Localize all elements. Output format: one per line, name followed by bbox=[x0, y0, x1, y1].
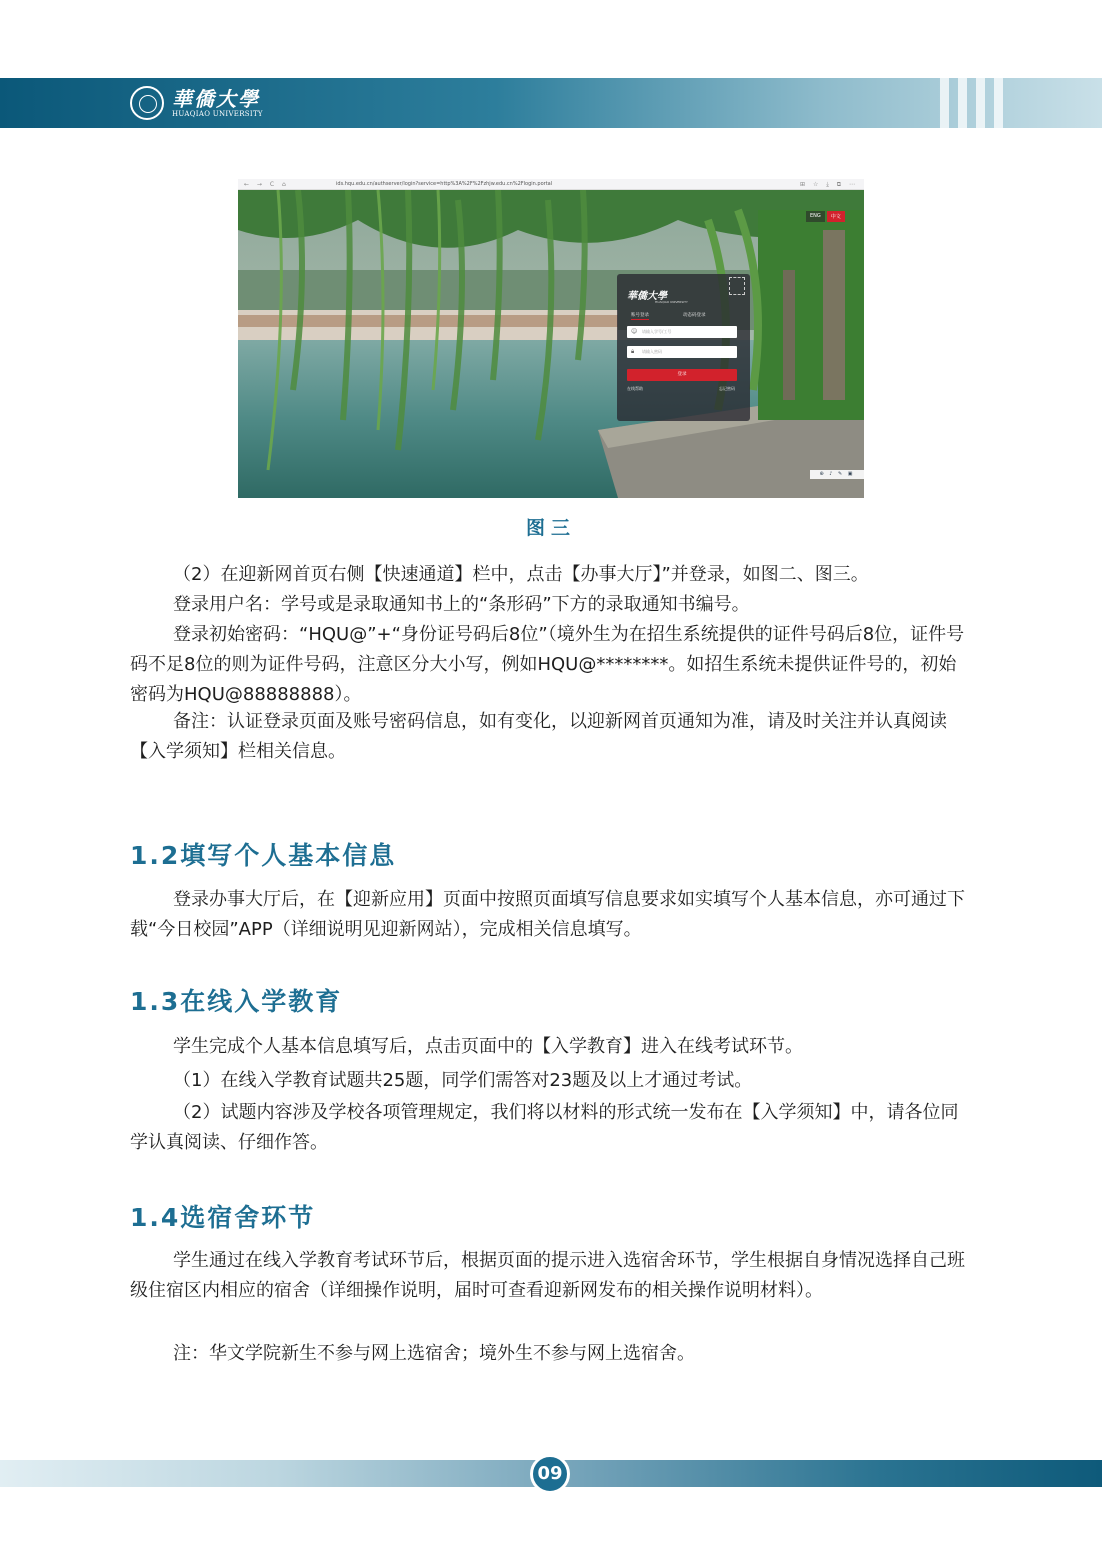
floating-toolbar: ⊕ ♪ ✎ ▣ bbox=[810, 470, 864, 479]
tab-dynamic-login: 动态码登录 bbox=[683, 313, 706, 318]
language-switch bbox=[804, 211, 845, 222]
login-logo-english: HUAQIAO UNIVERSITY bbox=[655, 300, 688, 304]
paragraph-1-3-item2: （2）试题内容涉及学校各项管理规定，我们将以材料的形式统一发布在【入学须知】中，请各位同学认真阅读、仔细作答。 bbox=[130, 1102, 959, 1153]
paragraph-1-4-note: 注：华文学院新生不参与网上选宿舍；境外生不参与网上选宿舍。 bbox=[173, 1343, 695, 1364]
heading-section-1-3: 1.3在线入学教育 bbox=[130, 987, 343, 1016]
header-stripes bbox=[940, 78, 1012, 128]
paragraph-username: 登录用户名：学号或是录取通知书上的“条形码”下方的录取通知书编号。 bbox=[173, 594, 750, 615]
browser-url: ids.hqu.edu.cn/authserver/login?service=http%3A%2F%2Fzhjw.edu.cn%2Flogin.portal bbox=[336, 181, 553, 187]
university-logo bbox=[130, 83, 263, 123]
logo-chinese-name: 華僑大學 bbox=[172, 86, 260, 111]
browser-bar bbox=[238, 179, 864, 190]
login-logo: 華僑大學 bbox=[627, 291, 667, 302]
browser-nav-icons: ← → C ⌂ bbox=[244, 181, 289, 188]
lang-chinese-button: 中文 bbox=[827, 211, 845, 222]
username-field bbox=[627, 326, 737, 338]
help-link: 在线帮助 bbox=[627, 386, 643, 391]
logo-english-name: HUAQIAO UNIVERSITY bbox=[172, 109, 263, 118]
forgot-password-link: 忘记密码 bbox=[719, 386, 735, 391]
paragraph-1-4: 学生通过在线入学教育考试环节后，根据页面的提示进入选宿舍环节，学生根据自身情况选择自己班级住宿区内相应的宿舍（详细操作说明，届时可查看迎新网发布的相关操作说明材料）。 bbox=[130, 1250, 965, 1301]
university-seal-icon bbox=[130, 86, 164, 120]
lang-english-button: ENG bbox=[806, 211, 825, 222]
password-field bbox=[627, 346, 737, 358]
login-page-screenshot bbox=[238, 179, 864, 498]
paragraph-password: 登录初始密码：“HQU@”+“身份证号码后8位”（境外生为在招生系统提供的证件号码后8位，证件号码不足8位的则为证件号码，注意区分大小写，例如HQU@********。如招生系统未提供证件号的，初始密码为HQU@88888888）。 bbox=[130, 624, 965, 705]
campus-lake-photo bbox=[238, 190, 864, 498]
lock-icon: 🔒︎ bbox=[631, 348, 635, 355]
qr-code-icon bbox=[729, 277, 745, 295]
figure-caption: 图三 bbox=[525, 517, 576, 539]
heading-section-1-4: 1.4选宿舍环节 bbox=[130, 1203, 316, 1232]
tab-account-login: 账号登录 bbox=[631, 313, 649, 318]
paragraph-1-3-intro: 学生完成个人基本信息填写后，点击页面中的【入学教育】进入在线考试环节。 bbox=[173, 1036, 803, 1057]
heading-section-1-2: 1.2填写个人基本信息 bbox=[130, 841, 397, 870]
paragraph-1-2: 登录办事大厅后，在【迎新应用】页面中按照页面填写信息要求如实填写个人基本信息，亦可通过下载“今日校园”APP（详细说明见迎新网站），完成相关信息填写。 bbox=[130, 889, 965, 940]
page-number: 09 bbox=[530, 1454, 570, 1494]
paragraph-login-step: （2）在迎新网首页右侧【快速通道】栏中，点击【办事大厅】”并登录，如图二、图三。 bbox=[173, 564, 869, 585]
paragraph-note: 备注：认证登录页面及账号密码信息，如有变化，以迎新网首页通知为准，请及时关注并认真阅读【入学须知】栏相关信息。 bbox=[130, 711, 947, 762]
browser-tool-icons: ⊞ ☆ ⤓ ⧉ ⋯ bbox=[800, 181, 858, 188]
login-submit-button: 登录 bbox=[627, 369, 737, 381]
paragraph-1-3-item1: （1）在线入学教育试题共25题，同学们需答对23题及以上才通过考试。 bbox=[173, 1070, 753, 1091]
password-placeholder: 请输入密码 bbox=[642, 349, 662, 354]
user-icon: ☺ bbox=[631, 328, 638, 335]
login-panel bbox=[617, 274, 750, 421]
username-placeholder: 请输入学号/工号 bbox=[642, 329, 672, 334]
